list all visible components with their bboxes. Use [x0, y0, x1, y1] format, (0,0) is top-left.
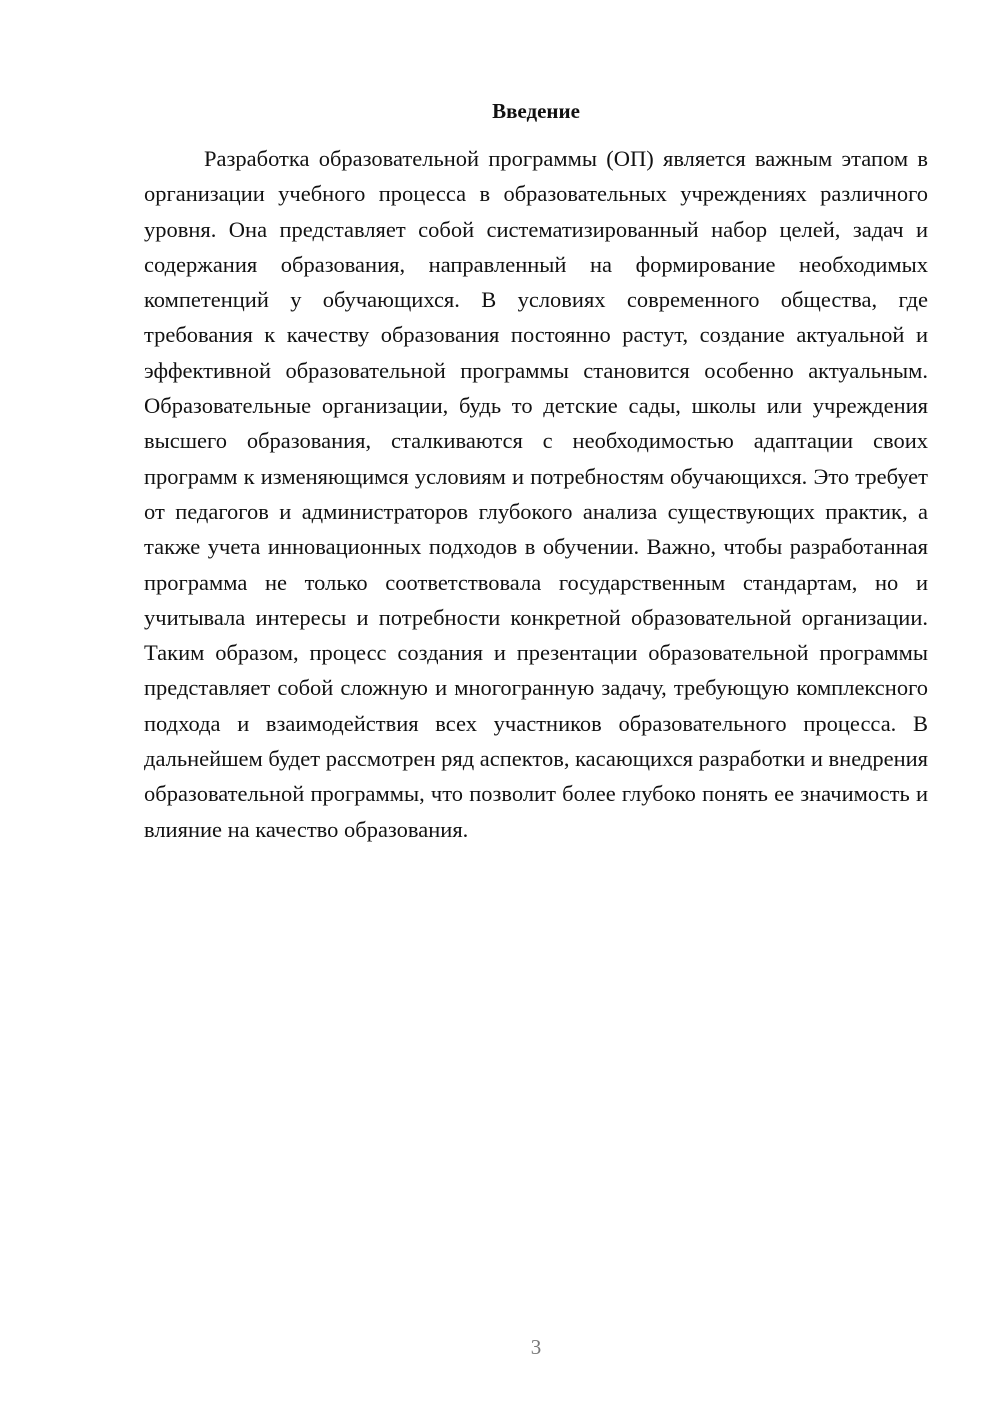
page-number: 3	[530, 1335, 542, 1359]
intro-paragraph: Разработка образовательной программы (ОП) является важным этапом в организации учебного процесса в образовательных учреждениях различного уровня. Она представляет собой систематизированный набор целей, задач и содержания образования, направленный на формирование необходимых компетенций у обучающихся. В условиях современного общества, где требования к качеству образования постоянно растут, создание актуальной и эффективной образовательной программы становится особенно актуальным. Образовательные организации, будь то детские сады, школы или учреждения высшего образования, сталкиваются с необходимостью адаптации своих программ к изменяющимся условиям и потребностям обучающихся. Это требует от педагогов и администраторов глубокого анализа существующих практик, а также учета инновационных подходов в обучении. Важно, чтобы разработанная программа не только соответствовала государственным стандартам, но и учитывала интересы и потребности конкретной образовательной организации. Таким образом, процесс создания и презентации образовательной программы представляет собой сложную и многогранную задачу, требующую комплексного подхода и взаимодействия всех участников образовательного процесса. В дальнейшем будет рассмотрен ряд аспектов, касающихся разработки и внедрения образовательной программы, что позволит более глубоко понять ее значимость и влияние на качество образования.	[144, 146, 928, 842]
section-title: Введение	[492, 99, 580, 123]
